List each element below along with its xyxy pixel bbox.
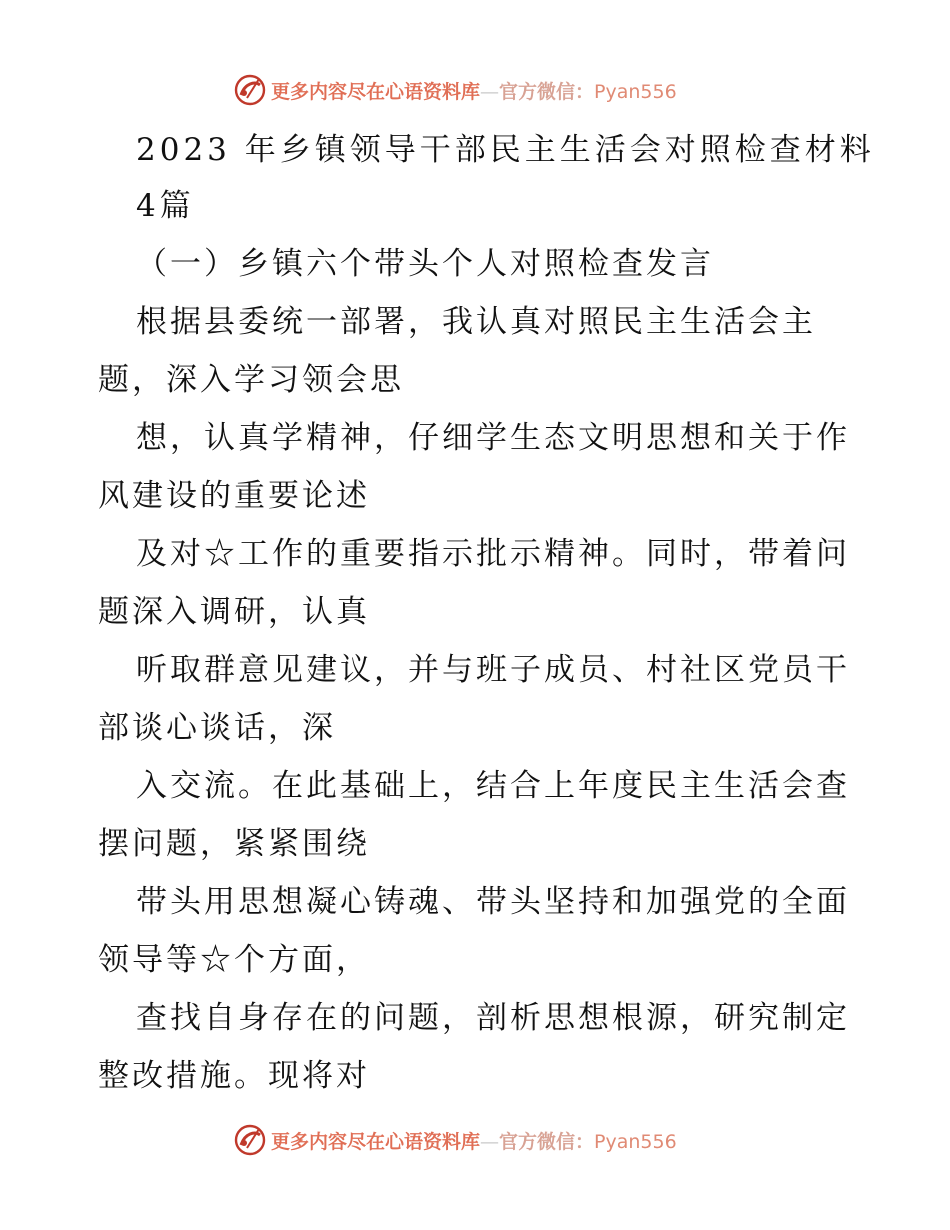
body-line: 带头用思想凝心铸魂、带头坚持和加强党的全面 <box>136 884 850 920</box>
watermark-id: Pyan556 <box>594 80 677 103</box>
body-line: 部谈心谈话，深 <box>98 710 336 746</box>
watermark-label: 官方微信： <box>499 80 595 103</box>
body-line: 及对☆工作的重要指示批示精神。同时，带着问 <box>136 536 850 572</box>
watermark-main: 更多内容尽在心语资料库 <box>271 1130 481 1153</box>
body-line: 根据县委统一部署，我认真对照民主生活会主 <box>136 304 816 340</box>
body-line: 入交流。在此基础上，结合上年度民主生活会查 <box>136 768 850 804</box>
body-line: 领导等☆个方面， <box>98 942 370 978</box>
watermark-dash: — <box>480 1130 500 1153</box>
body-line: 摆问题，紧紧围绕 <box>98 826 370 862</box>
body-line: 题，深入学习领会思 <box>98 362 404 398</box>
footer-watermark <box>233 1122 677 1158</box>
watermark-main: 更多内容尽在心语资料库 <box>271 80 481 103</box>
watermark-dash: — <box>480 80 500 103</box>
body-line: 查找自身存在的问题，剖析思想根源，研究制定 <box>136 1000 850 1036</box>
watermark-label: 官方微信： <box>499 1130 595 1153</box>
document-title-line-1: 2023 年乡镇领导干部民主生活会对照检查材料 <box>136 132 875 168</box>
section-heading: （一）乡镇六个带头个人对照检查发言 <box>136 246 714 282</box>
body-line: 整改措施。现将对 <box>98 1058 370 1094</box>
body-line: 风建设的重要论述 <box>98 478 370 514</box>
watermark-id: Pyan556 <box>594 1130 677 1153</box>
body-line: 想，认真学精神，仔细学生态文明思想和关于作 <box>136 420 850 456</box>
header-watermark <box>233 72 677 108</box>
body-line: 听取群意见建议，并与班子成员、村社区党员干 <box>136 652 850 688</box>
logo-icon <box>233 73 267 107</box>
body-line: 题深入调研，认真 <box>98 594 370 630</box>
logo-icon <box>233 1123 267 1157</box>
document-title-line-2: 4篇 <box>136 188 195 224</box>
